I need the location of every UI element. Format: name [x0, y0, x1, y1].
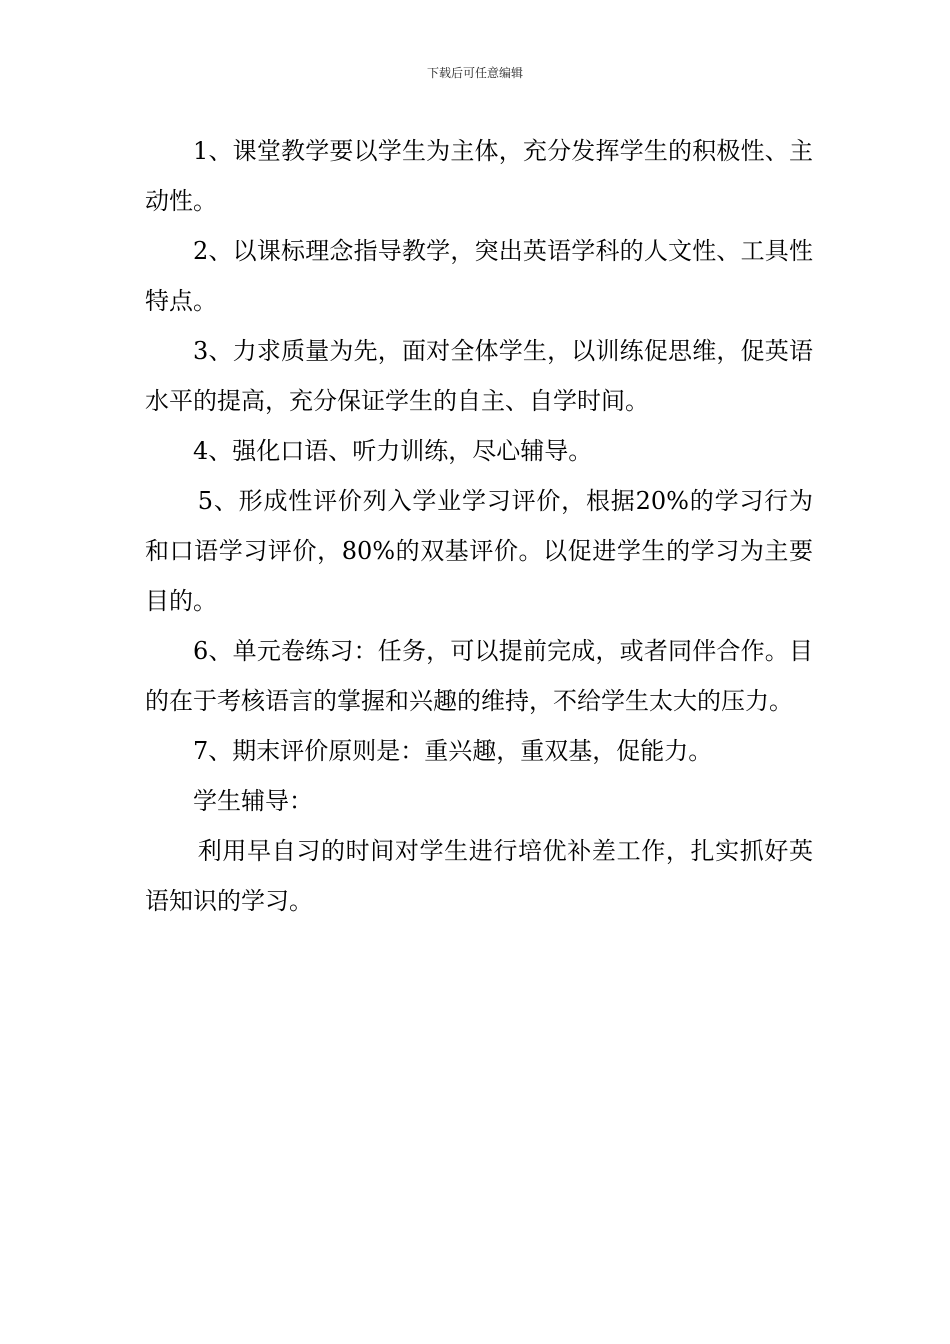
document-body: [145, 126, 813, 926]
paragraph-tutoring: 利用早自习的时间对学生进行培优补差工作，扎实抓好英语知识的学习。: [145, 837, 813, 915]
paragraph-3: 3、力求质量为先，面对全体学生，以训练促思维，促英语水平的提高，充分保证学生的自主、自学时间。: [145, 337, 813, 415]
paragraph-6: 6、单元卷练习：任务，可以提前完成，或者同伴合作。目的在于考核语言的掌握和兴趣的维持，不给学生太大的压力。: [145, 637, 813, 715]
paragraph-4: 4、强化口语、听力训练，尽心辅导。: [193, 437, 593, 465]
paragraph-1: 1、课堂教学要以学生为主体，充分发挥学生的积极性、主动性。: [145, 137, 813, 215]
section-heading-student-tutoring: 学生辅导：: [193, 787, 313, 815]
paragraph-2: 2、以课标理念指导教学，突出英语学科的人文性、工具性特点。: [145, 237, 813, 315]
paragraph-5: 5、形成性评价列入学业学习评价，根据20%的学习行为和口语学习评价，80%的双基评价。以促进学生的学习为主要目的。: [145, 487, 813, 615]
paragraph-7: 7、期末评价原则是：重兴趣，重双基，促能力。: [193, 737, 713, 765]
page-header: 下载后可任意编辑: [426, 66, 523, 80]
